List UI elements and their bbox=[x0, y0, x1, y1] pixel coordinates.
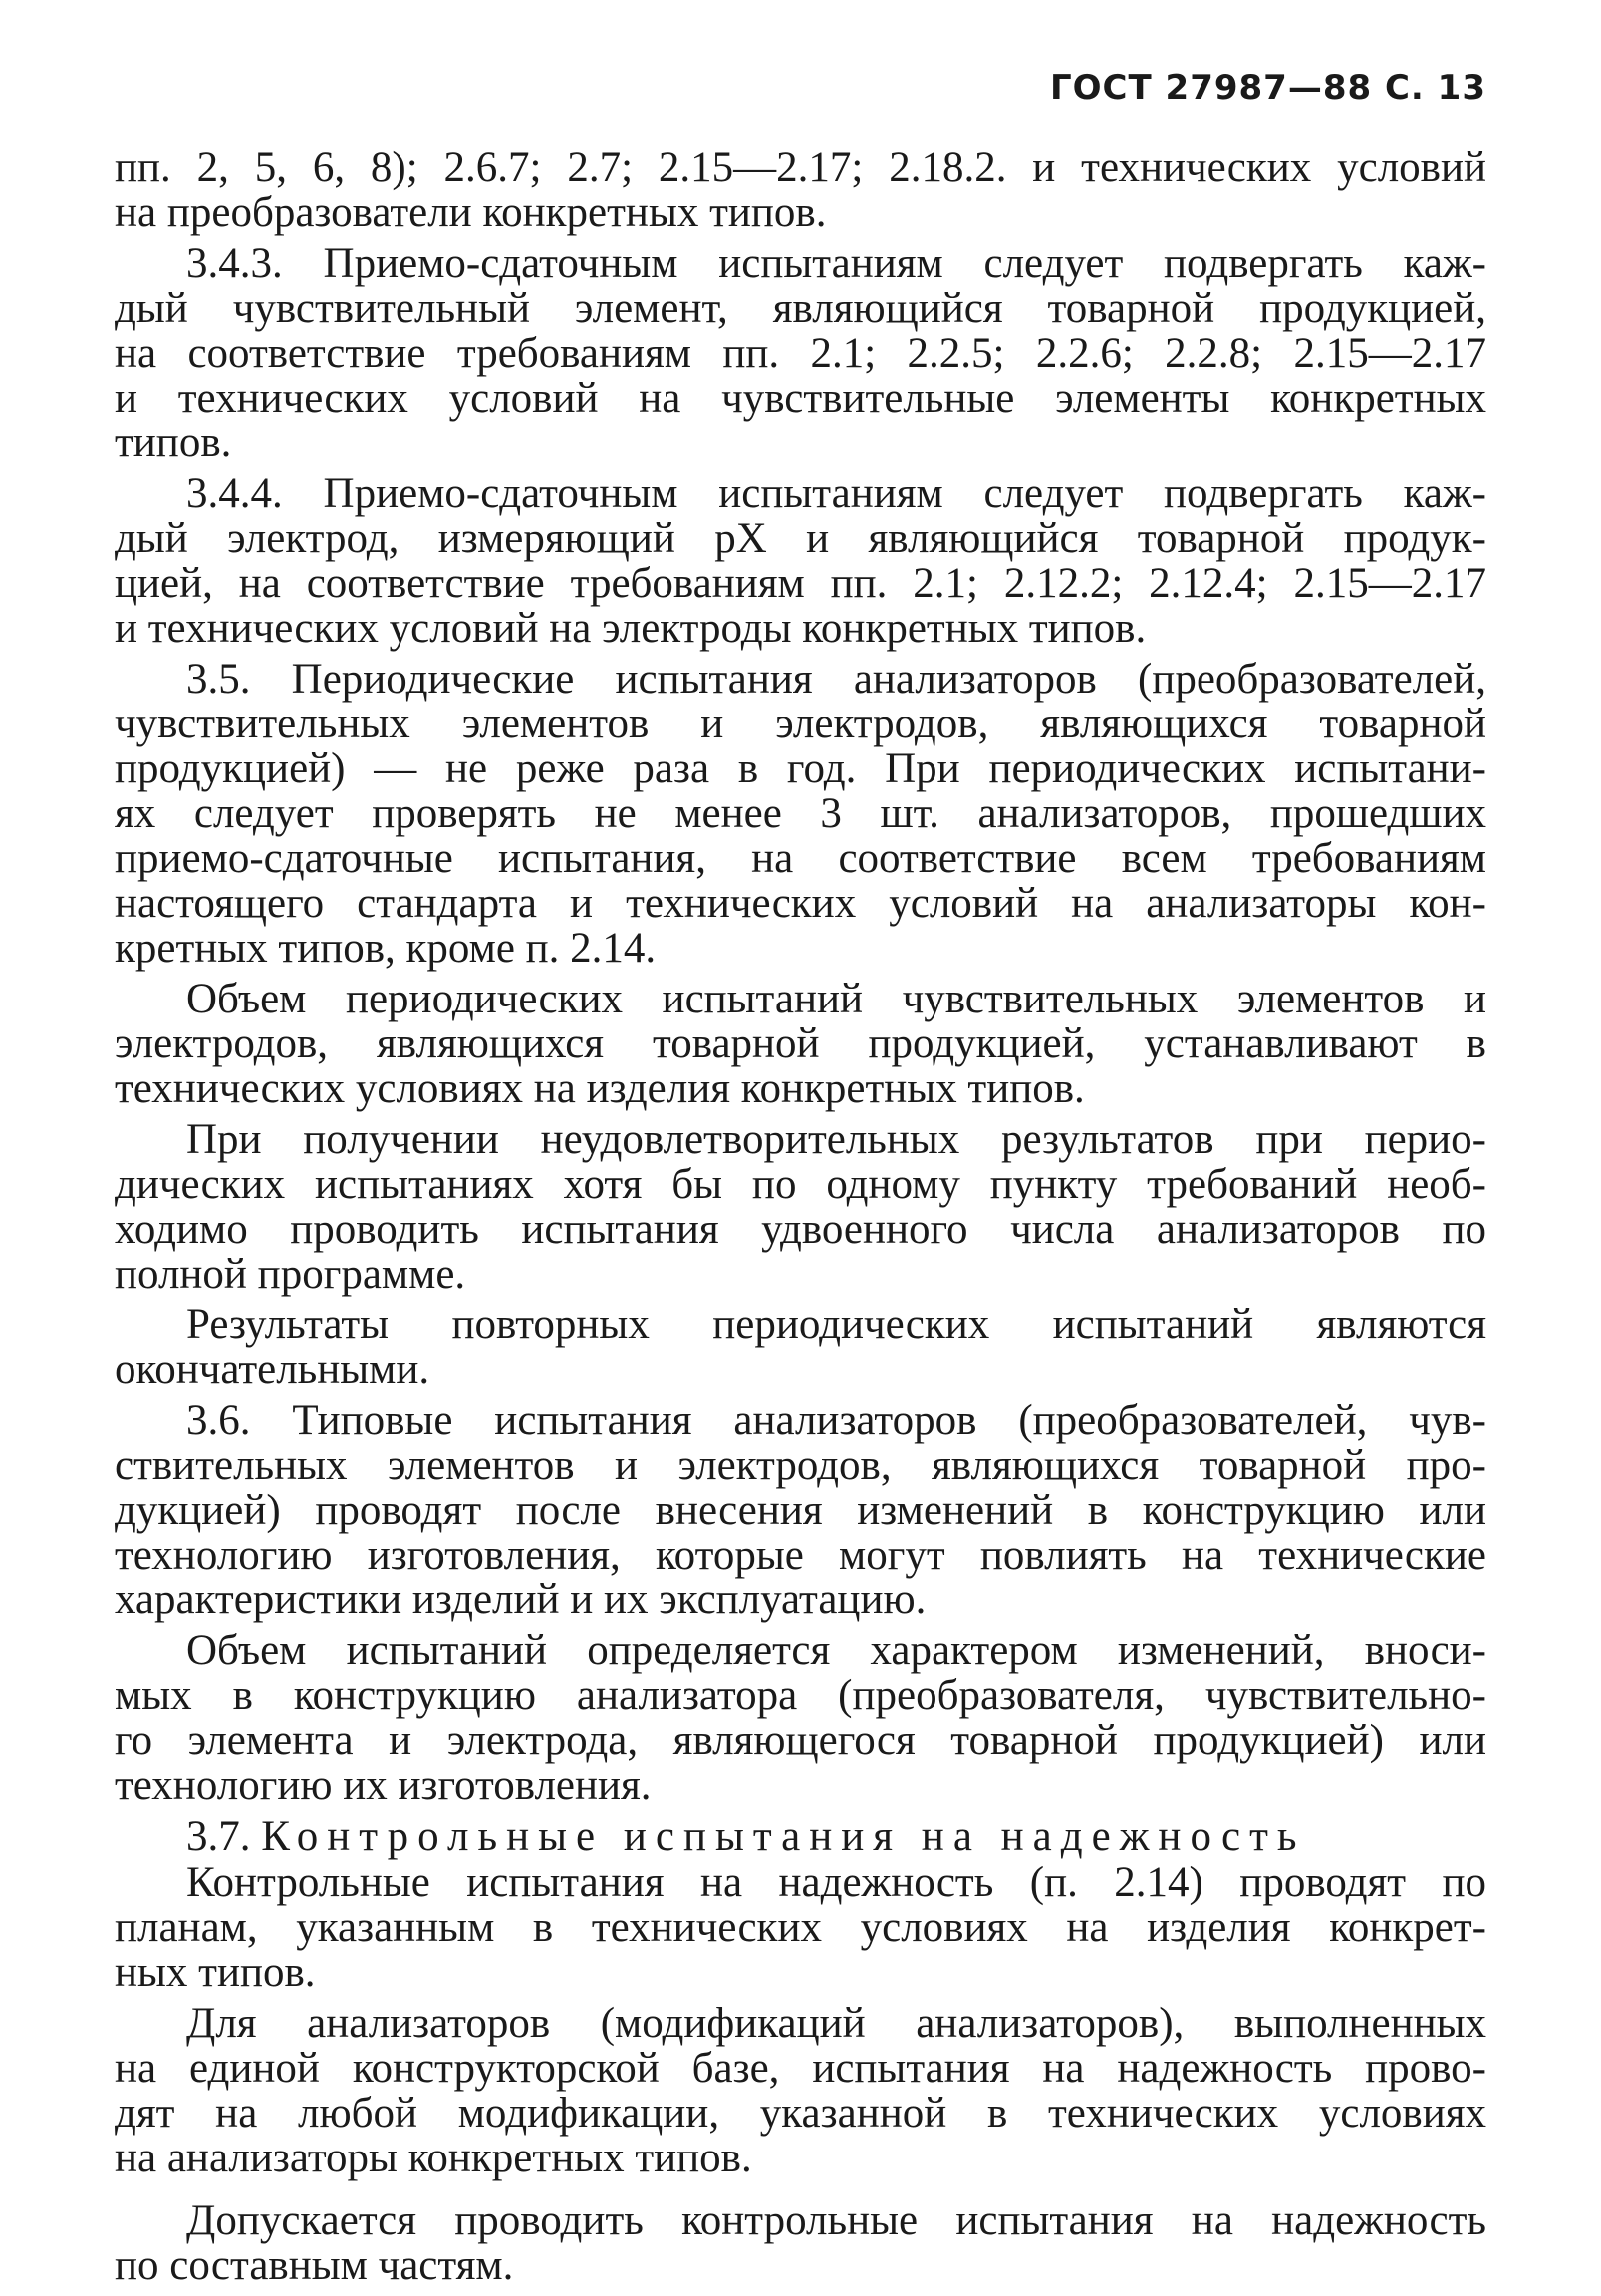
paragraph bbox=[115, 2001, 1486, 2180]
text-line: продукцией) — не реже раза в год. При периодических испытани- bbox=[115, 745, 1486, 792]
text-line: дый чувствительный элемент, являющийся товарной продукцией, bbox=[115, 285, 1486, 332]
paragraph bbox=[115, 2198, 1486, 2288]
text-line: го элемента и электрода, являющегося товарной продукцией) или bbox=[115, 1717, 1486, 1764]
text-line: характеристики изделий и их эксплуатацию. bbox=[115, 1577, 927, 1623]
text-line: 3.6. Типовые испытания анализаторов (преобразователей, чув- bbox=[186, 1397, 1486, 1444]
text-line: приемо-сдаточные испытания, на соответствие всем требованиям bbox=[115, 835, 1486, 882]
paragraph bbox=[115, 1117, 1486, 1296]
paragraph bbox=[115, 471, 1486, 651]
text-line: дый электрод, измеряющий pX и являющийся товарной продук- bbox=[115, 515, 1486, 562]
text-line: полной программе. bbox=[115, 1251, 466, 1297]
text-line: технологию их изготовления. bbox=[115, 1762, 652, 1809]
text-line: пп. 2, 5, 6, 8); 2.6.7; 2.7; 2.15—2.17; 2.18.2. и технических условий bbox=[115, 144, 1486, 191]
paragraph bbox=[115, 1302, 1486, 1392]
paragraph bbox=[115, 657, 1486, 971]
text-line: кретных типов, кроме п. 2.14. bbox=[115, 925, 657, 972]
text-line: мых в конструкцию анализатора (преобразователя, чувствительно- bbox=[115, 1672, 1486, 1719]
text-line: ствительных элементов и электродов, являющихся товарной про- bbox=[115, 1442, 1486, 1489]
text-line: цией, на соответствие требованиям пп. 2.1; 2.12.2; 2.12.4; 2.15—2.17 bbox=[115, 560, 1486, 607]
text-line: Для анализаторов (модификаций анализаторов), выполненных bbox=[186, 2000, 1486, 2047]
text-line: Объем периодических испытаний чувствительных элементов и bbox=[186, 976, 1486, 1022]
text-line: на анализаторы конкретных типов. bbox=[115, 2135, 752, 2181]
section-title: Контрольные испытания на надежность bbox=[261, 1813, 1306, 1860]
text-line: Контрольные испытания на надежность (п. 2.14) проводят по bbox=[186, 1860, 1486, 1906]
text-line: 3.4.3. Приемо-сдаточным испытаниям следует подвергать каж- bbox=[186, 240, 1486, 287]
text-line: планам, указанным в технических условиях на изделия конкрет- bbox=[115, 1904, 1486, 1951]
paragraph bbox=[115, 1628, 1486, 1808]
text-line: окончательными. bbox=[115, 1346, 430, 1393]
section-heading-line bbox=[115, 1814, 1486, 1859]
text-line: технологию изготовления, которые могут повлиять на технические bbox=[115, 1532, 1486, 1578]
text-line: Допускается проводить контрольные испытания на надежность bbox=[186, 2197, 1486, 2244]
paragraph bbox=[115, 1861, 1486, 1995]
text-line: типов. bbox=[115, 420, 232, 466]
text-line: ях следует проверять не менее 3 шт. анализаторов, прошедших bbox=[115, 790, 1486, 837]
page-header: ГОСТ 27987—88 С. 13 bbox=[1049, 68, 1486, 108]
text-line: 3.5. Периодические испытания анализаторов (преобразователей, bbox=[186, 656, 1486, 703]
text-line: технических условиях на изделия конкретных типов. bbox=[115, 1065, 1085, 1112]
text-line: дических испытаниях хотя бы по одному пункту требований необ- bbox=[115, 1161, 1486, 1208]
text-line: на соответствие требованиям пп. 2.1; 2.2.5; 2.2.6; 2.2.8; 2.15—2.17 bbox=[115, 330, 1486, 377]
text-line: и технических условий на чувствительные элементы конкретных bbox=[115, 375, 1486, 422]
document-body bbox=[115, 145, 1486, 2294]
paragraph bbox=[115, 1398, 1486, 1622]
text-line: ходимо проводить испытания удвоенного числа анализаторов по bbox=[115, 1206, 1486, 1253]
text-line: Результаты повторных периодических испытаний являются bbox=[186, 1301, 1486, 1348]
paragraph bbox=[115, 145, 1486, 235]
text-line: Объем испытаний определяется характером изменений, вноси- bbox=[186, 1627, 1486, 1674]
paragraph bbox=[115, 977, 1486, 1111]
text-line: и технических условий на электроды конкретных типов. bbox=[115, 605, 1147, 652]
text-line: дят на любой модификации, указанной в технических условиях bbox=[115, 2090, 1486, 2137]
text-line: дукцией) проводят после внесения изменений в конструкцию или bbox=[115, 1487, 1486, 1534]
section-heading bbox=[115, 1814, 1486, 1859]
text-line: При получении неудовлетворительных результатов при перио- bbox=[186, 1116, 1486, 1163]
text-line: на единой конструкторской базе, испытания на надежность прово- bbox=[115, 2045, 1486, 2092]
text-line: электродов, являющихся товарной продукцией, устанавливают в bbox=[115, 1020, 1486, 1067]
text-line: чувствительных элементов и электродов, являющихся товарной bbox=[115, 701, 1486, 747]
text-line: настоящего стандарта и технических условий на анализаторы кон- bbox=[115, 880, 1486, 927]
text-line: по составным частям. bbox=[115, 2242, 514, 2289]
text-line: ных типов. bbox=[115, 1949, 316, 1996]
paragraph bbox=[115, 241, 1486, 465]
text-line: на преобразователи конкретных типов. bbox=[115, 189, 827, 236]
section-number: 3.7. bbox=[186, 1813, 251, 1860]
text-line: 3.4.4. Приемо-сдаточным испытаниям следует подвергать каж- bbox=[186, 470, 1486, 517]
